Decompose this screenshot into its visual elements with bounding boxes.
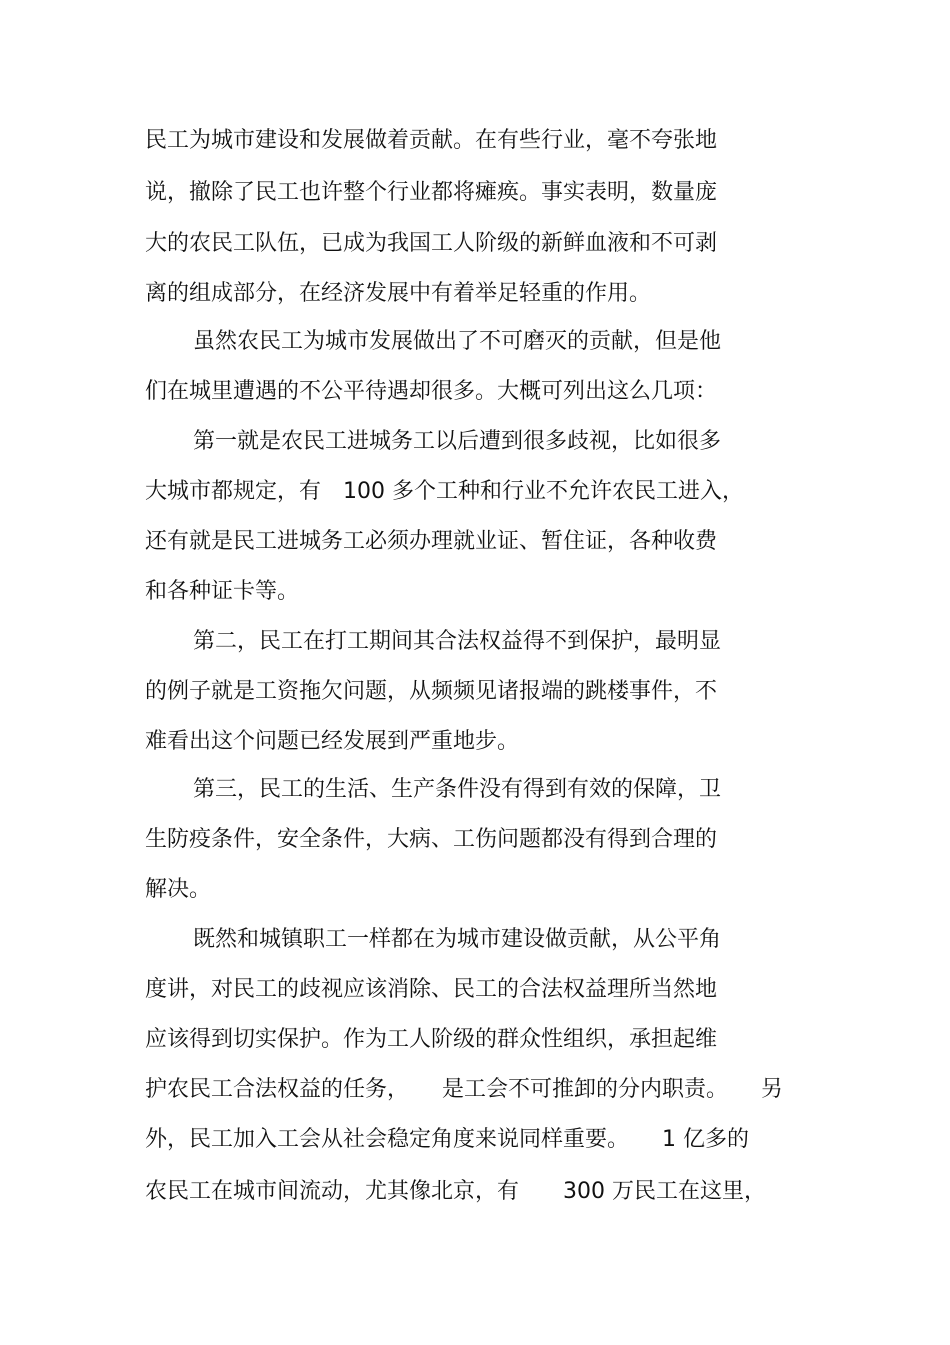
text-line-4: 离的组成部分，在经济发展中有着举足轻重的作用。 [145, 281, 652, 306]
text-line-10: 和各种证卡等。 [145, 579, 300, 604]
text-line-15: 生防疫条件，安全条件，大病、工伤问题都没有得到合理的 [145, 827, 718, 852]
text-line-9: 还有就是民工进城务工必须办理就业证、暂住证，各种收费 [145, 529, 718, 554]
text-line-8: 大城市都规定，有 100 多个工种和行业不允许农民工进入， [145, 479, 744, 504]
text-line-12: 的例子就是工资拖欠问题，从频频见诸报端的跳楼事件，不 [145, 679, 718, 704]
text-line-20: 护农民工合法权益的任务， 是工会不可推卸的分内职责。 另 [145, 1077, 784, 1102]
text-line-13: 难看出这个问题已经发展到严重地步。 [145, 729, 520, 754]
text-line-1: 民工为城市建设和发展做着贡献。在有些行业，毫不夸张地 [145, 128, 718, 153]
text-line-16: 解决。 [145, 877, 212, 902]
text-line-21: 外，民工加入工会从社会稳定角度来说同样重要。 1 亿多的 [145, 1127, 749, 1152]
paragraph-start-line-7: 第一就是农民工进城务工以后遭到很多歧视，比如很多 [193, 429, 722, 454]
text-line-22: 农民工在城市间流动，尤其像北京，有 300 万民工在这里， [145, 1179, 766, 1204]
text-line-2: 说，撤除了民工也许整个行业都将瘫痪。事实表明，数量庞 [145, 180, 718, 205]
paragraph-start-line-5: 虽然农民工为城市发展做出了不可磨灭的贡献，但是他 [193, 329, 722, 354]
text-line-19: 应该得到切实保护。作为工人阶级的群众性组织，承担起维 [145, 1027, 718, 1052]
text-line-6: 们在城里遭遇的不公平待遇却很多。大概可列出这么几项： [145, 379, 718, 404]
paragraph-start-line-14: 第三，民工的生活、生产条件没有得到有效的保障，卫 [193, 777, 722, 802]
text-line-18: 度讲，对民工的歧视应该消除、民工的合法权益理所当然地 [145, 977, 718, 1002]
paragraph-start-line-11: 第二，民工在打工期间其合法权益得不到保护，最明显 [193, 629, 722, 654]
text-line-3: 大的农民工队伍，已成为我国工人阶级的新鲜血液和不可剥 [145, 231, 718, 256]
paragraph-start-line-17: 既然和城镇职工一样都在为城市建设做贡献，从公平角 [193, 927, 722, 952]
